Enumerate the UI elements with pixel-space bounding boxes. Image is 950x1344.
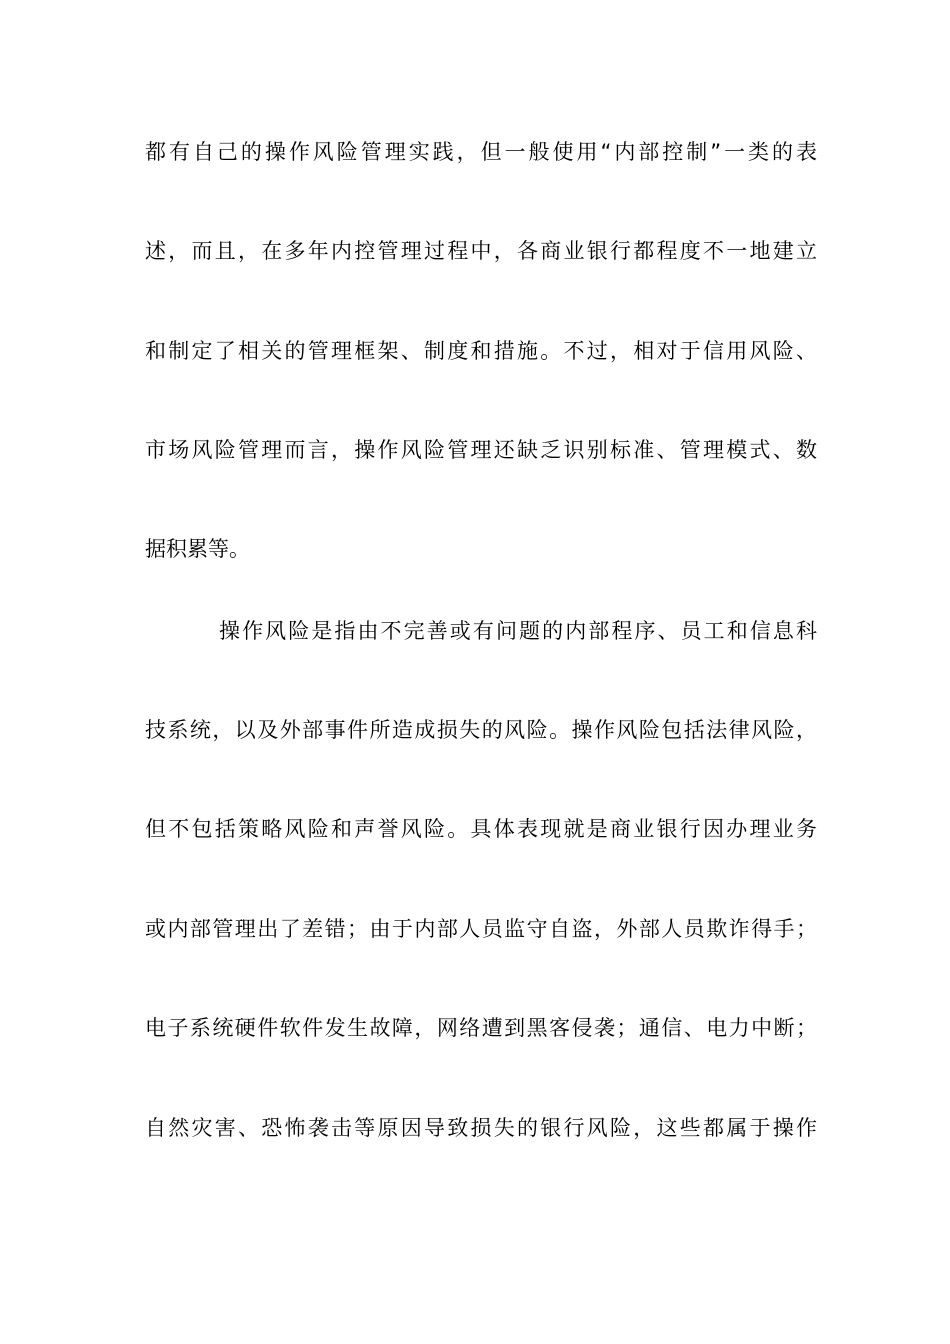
text-line: 自然灾害、恐怖袭击等原因导致损失的银行风险，这些都属于操作 bbox=[145, 1116, 817, 1140]
text-line: 电子系统硬件软件发生故障，网络遭到黑客侵袭；通信、电力中断； bbox=[145, 1016, 817, 1040]
text-line: 技系统，以及外部事件所造成损失的风险。操作风险包括法律风险， bbox=[145, 718, 817, 742]
text-line: 或内部管理出了差错；由于内部人员监守自盗，外部人员欺诈得手； bbox=[145, 917, 817, 941]
text-line: 述，而且，在多年内控管理过程中，各商业银行都程度不一地建立 bbox=[145, 239, 817, 263]
text-line: 但不包括策略风险和声誉风险。具体表现就是商业银行因办理业务 bbox=[145, 817, 817, 841]
text-line: 据积累等。 bbox=[145, 537, 250, 561]
text-line: 市场风险管理而言，操作风险管理还缺乏识别标准、管理模式、数 bbox=[145, 438, 817, 462]
text-line: 和制定了相关的管理框架、制度和措施。不过，相对于信用风险、 bbox=[145, 339, 817, 363]
text-line-paragraph-start: 操作风险是指由不完善或有问题的内部程序、员工和信息科 bbox=[219, 619, 817, 643]
text-line: 都有自己的操作风险管理实践，但一般使用“内部控制”一类的表 bbox=[145, 140, 817, 164]
